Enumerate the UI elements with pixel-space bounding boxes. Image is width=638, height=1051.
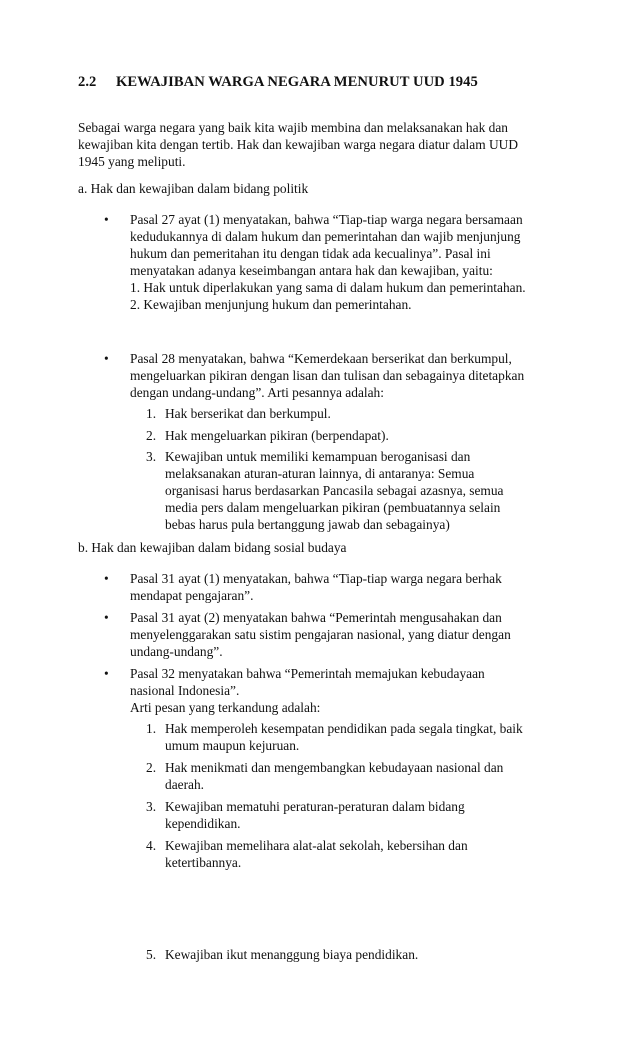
list-item-line: Kewajiban memelihara alat-alat sekolah, kebersihan dan: [165, 838, 468, 853]
bullet-dot: •: [104, 610, 109, 625]
bullet-line: dengan undang-undang”. Arti pesannya adalah:: [130, 385, 384, 400]
bullet-line: menyatakan adanya keseimbangan antara hak dan kewajiban, yaitu:: [130, 263, 493, 278]
list-item-line: Hak memperoleh kesempatan pendidikan pada segala tingkat, baik: [165, 721, 523, 736]
list-item-line: Hak mengeluarkan pikiran (berpendapat).: [165, 428, 389, 443]
list-item-line: daerah.: [165, 777, 205, 792]
heading-number: 2.2: [78, 74, 97, 90]
list-item-line: organisasi harus berdasarkan Pancasila sebagai azasnya, semua: [165, 483, 504, 498]
list-item-line: Kewajiban untuk memiliki kemampuan beroganisasi dan: [165, 449, 471, 464]
bullet-dot: •: [104, 571, 109, 586]
bullet-line: Pasal 27 ayat (1) menyatakan, bahwa “Tiap-tiap warga negara bersamaan: [130, 212, 523, 227]
list-number: 5.: [146, 947, 157, 962]
list-item-line: bebas harus pula bertanggung jawab dan sebagainya): [165, 517, 450, 532]
heading-title: KEWAJIBAN WARGA NEGARA MENURUT UUD 1945: [116, 74, 478, 90]
bullet-line: hukum dan pemeritahan itu dengan tidak ada kecualinya”. Pasal ini: [130, 246, 491, 261]
intro-line: 1945 yang meliputi.: [78, 154, 186, 169]
bullet-line: Pasal 28 menyatakan, bahwa “Kemerdekaan berserikat dan berkumpul,: [130, 351, 512, 366]
list-item-line: Hak berserikat dan berkumpul.: [165, 406, 331, 421]
bullet-line: Pasal 31 ayat (1) menyatakan, bahwa “Tiap-tiap warga negara berhak: [130, 571, 502, 586]
list-number: 3.: [146, 799, 157, 814]
bullet-dot: •: [104, 666, 109, 681]
list-number: 3.: [146, 449, 157, 464]
bullet-line: Pasal 31 ayat (2) menyatakan bahwa “Pemerintah mengusahakan dan: [130, 610, 502, 625]
section-heading: [78, 74, 478, 91]
bullet-line: 1. Hak untuk diperlakukan yang sama di dalam hukum dan pemerintahan.: [130, 280, 526, 295]
list-number: 2.: [146, 760, 157, 775]
list-item-line: kependidikan.: [165, 816, 241, 831]
bullet-line: Pasal 32 menyatakan bahwa “Pemerintah memajukan kebudayaan: [130, 666, 485, 681]
bullet-line: kedudukannya di dalam hukum dan pemerintahan dan wajib menjunjung: [130, 229, 521, 244]
list-item-line: media pers dalam mengeluarkan pikiran (pembuatannya selain: [165, 500, 501, 515]
bullet-dot: •: [104, 212, 109, 227]
list-item-line: melaksanakan aturan-aturan lainnya, di antaranya: Semua: [165, 466, 475, 481]
section-a-title: a. Hak dan kewajiban dalam bidang politik: [78, 181, 309, 196]
list-number: 4.: [146, 838, 157, 853]
list-item-line: umum maupun kejuruan.: [165, 738, 300, 753]
bullet-line: mengeluarkan pikiran dengan lisan dan tulisan dan sebagainya ditetapkan: [130, 368, 525, 383]
section-b-title: b. Hak dan kewajiban dalam bidang sosial budaya: [78, 540, 347, 555]
list-number: 1.: [146, 406, 157, 421]
bullet-line: undang-undang”.: [130, 644, 223, 659]
list-item-line: Kewajiban mematuhi peraturan-peraturan dalam bidang: [165, 799, 465, 814]
bullet-line: 2. Kewajiban menjunjung hukum dan pemerintahan.: [130, 297, 412, 312]
list-item-line: ketertibannya.: [165, 855, 242, 870]
list-number: 2.: [146, 428, 157, 443]
bullet-line: Arti pesan yang terkandung adalah:: [130, 700, 321, 715]
list-item-line: Hak menikmati dan mengembangkan kebudayaan nasional dan: [165, 760, 504, 775]
list-number: 1.: [146, 721, 157, 736]
intro-line: kewajiban kita dengan tertib. Hak dan kewajiban warga negara diatur dalam UUD: [78, 137, 518, 152]
intro-line: Sebagai warga negara yang baik kita wajib membina dan melaksanakan hak dan: [78, 120, 508, 135]
bullet-line: menyelenggarakan satu sistim pengajaran nasional, yang diatur dengan: [130, 627, 511, 642]
list-item-line: Kewajiban ikut menanggung biaya pendidikan.: [165, 947, 419, 962]
bullet-dot: •: [104, 351, 109, 366]
bullet-line: mendapat pengajaran”.: [130, 588, 254, 603]
bullet-line: nasional Indonesia”.: [130, 683, 240, 698]
